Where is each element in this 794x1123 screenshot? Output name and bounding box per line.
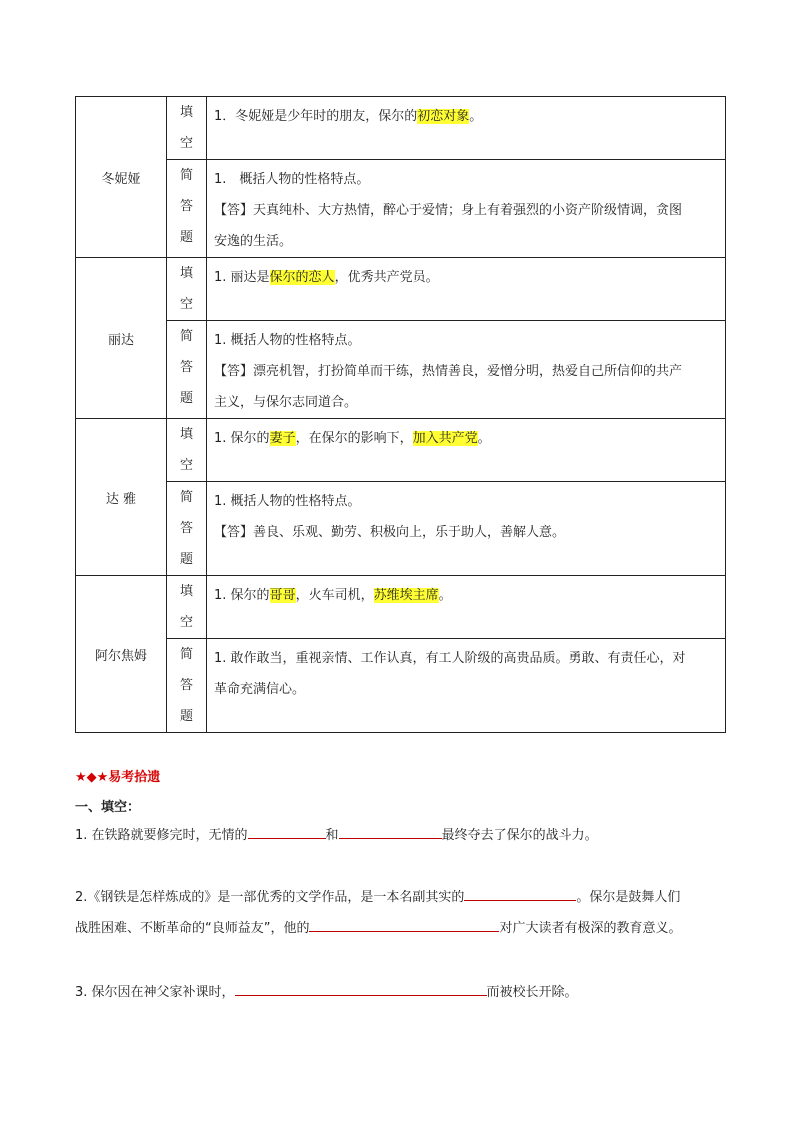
question-type-short [167, 321, 207, 419]
answer-line: 【答】漂亮机智，打扮简单而干练，热情善良，爱憎分明，热爱自己所信仰的共产 [214, 364, 683, 379]
question-text: 对广大读者有极深的教育意义。 [499, 921, 682, 936]
fill-row [76, 419, 726, 482]
question-type-short [167, 639, 207, 733]
type-char: 填 [179, 584, 193, 599]
fill-text: ，在保尔的影响下， [295, 431, 413, 446]
question-type-fill [167, 419, 207, 482]
type-char: 答 [179, 360, 193, 375]
question-type-fill [167, 258, 207, 321]
short-answer-content [207, 639, 726, 733]
character-table [75, 96, 726, 733]
type-char: 空 [179, 458, 193, 473]
type-char: 简 [179, 168, 193, 183]
question-text: 战胜困难、不断革命的“良师益友”，他的 [75, 921, 310, 936]
fill-text: 1. 保尔的 [214, 431, 270, 446]
question-text: 3. 保尔因在神父家补课时， [75, 985, 235, 1000]
type-char: 简 [179, 490, 193, 505]
fill-row [76, 258, 726, 321]
type-char: 简 [179, 329, 193, 344]
answer-blank[interactable] [339, 822, 442, 839]
answer-blank[interactable] [309, 915, 499, 932]
fill-content [207, 97, 726, 160]
fill-text: 1. 丽达是 [214, 270, 270, 285]
question-type-short [167, 482, 207, 576]
character-name: 阿尔焦姆 [76, 576, 167, 733]
question-1 [75, 820, 725, 851]
fill-row [76, 97, 726, 160]
short-answer-content [207, 160, 726, 258]
question-text: 。保尔是鼓舞人们 [576, 890, 681, 905]
type-char: 空 [179, 297, 193, 312]
answer-line: 安逸的生活。 [214, 234, 293, 249]
type-char: 题 [179, 709, 193, 724]
type-char: 简 [179, 647, 193, 662]
fill-content [207, 258, 726, 321]
answer-line: 革命充满信心。 [214, 682, 306, 697]
question-type-fill [167, 576, 207, 639]
type-char: 填 [179, 427, 193, 442]
section-title: ★◆★易考拾遗 [75, 770, 161, 785]
highlighted-answer: 苏维埃主席 [373, 588, 439, 603]
fill-text: 。 [438, 588, 452, 603]
answer-line: 1. 概括人物的性格特点。 [214, 172, 370, 187]
short-answer-row [76, 639, 726, 733]
type-char: 答 [179, 678, 193, 693]
fill-content [207, 576, 726, 639]
question-text: 2.《钢铁是怎样炼成的》是一部优秀的文学作品，是一本名副其实的 [75, 890, 465, 905]
type-char: 填 [179, 105, 193, 120]
type-char: 空 [179, 136, 193, 151]
short-answer-content [207, 482, 726, 576]
type-char: 题 [179, 552, 193, 567]
highlighted-answer: 妻子 [269, 431, 296, 446]
question-type-short [167, 160, 207, 258]
answer-line: 主义，与保尔志同道合。 [214, 395, 358, 410]
answer-line: 【答】善良、乐观、勤劳、积极向上，乐于助人，善解人意。 [214, 525, 566, 540]
question-3 [75, 977, 725, 1008]
type-char: 答 [179, 521, 193, 536]
answer-line: 1. 概括人物的性格特点。 [214, 494, 361, 509]
question-text: 而被校长开除。 [486, 985, 578, 1000]
highlighted-answer: 加入共产党 [412, 431, 478, 446]
fill-text: 。 [477, 431, 491, 446]
type-char: 题 [179, 391, 193, 406]
fill-text: 1. 保尔的 [214, 588, 270, 603]
type-char: 空 [179, 615, 193, 630]
fill-text: ，优秀共产党员。 [334, 270, 439, 285]
answer-line: 1. 敢作敢当，重视亲情、工作认真，有工人阶级的高贵品质。勇敢、有责任心，对 [214, 651, 686, 666]
short-answer-row [76, 160, 726, 258]
type-char: 题 [179, 230, 193, 245]
fill-text: 1．冬妮娅是少年时的朋友，保尔的 [214, 109, 418, 124]
type-char: 答 [179, 199, 193, 214]
character-name: 冬妮娅 [76, 97, 167, 258]
highlighted-answer: 哥哥 [269, 588, 296, 603]
answer-line: 【答】天真纯朴、大方热情，醉心于爱情；身上有着强烈的小资产阶级情调，贪图 [214, 203, 683, 218]
character-name: 丽达 [76, 258, 167, 419]
type-char: 填 [179, 266, 193, 281]
short-answer-content [207, 321, 726, 419]
answer-blank[interactable] [248, 822, 326, 839]
short-answer-row [76, 482, 726, 576]
short-answer-row [76, 321, 726, 419]
character-name: 达 雅 [76, 419, 167, 576]
highlighted-answer: 保尔的恋人 [269, 270, 335, 285]
question-text: 1. 在铁路就要修完时，无情的 [75, 828, 248, 843]
highlighted-answer: 初恋对象 [417, 109, 470, 124]
question-2 [75, 882, 725, 944]
subheading: 一、填空： [75, 800, 141, 815]
fill-row [76, 576, 726, 639]
answer-blank[interactable] [235, 979, 487, 996]
question-text: 和 [325, 828, 339, 843]
question-text: 最终夺去了保尔的战斗力。 [441, 828, 598, 843]
fill-content [207, 419, 726, 482]
fill-text: 。 [469, 109, 483, 124]
answer-line: 1. 概括人物的性格特点。 [214, 333, 361, 348]
question-type-fill [167, 97, 207, 160]
fill-text: ，火车司机， [295, 588, 374, 603]
answer-blank[interactable] [464, 884, 576, 901]
